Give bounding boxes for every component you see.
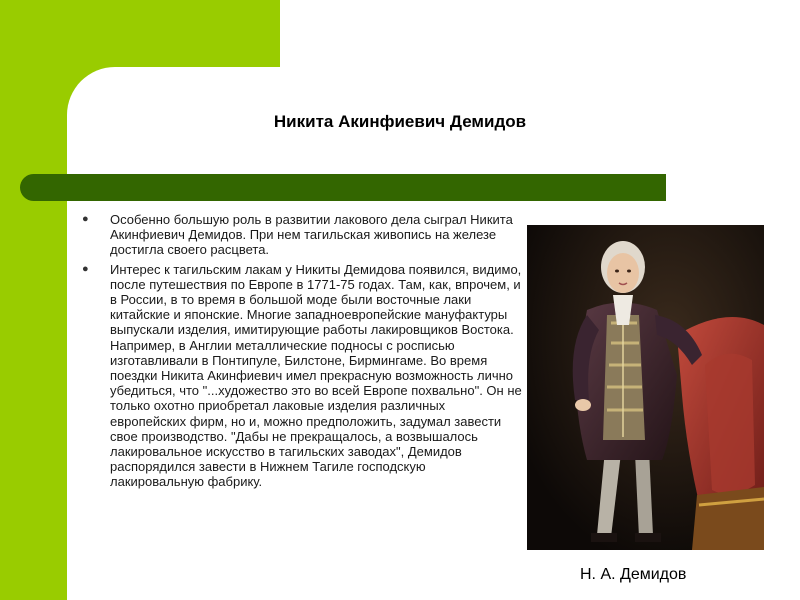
bullet-icon: ● [82, 262, 89, 275]
bullet-text: Особенно большую роль в развитии лакового дела сыграл Никита Акинфиевич Демидов. При нем тагильская живопись на железе достигла своего расцвета. [110, 212, 513, 258]
list-item [82, 212, 522, 258]
slide-body [82, 212, 522, 494]
portrait-image [527, 225, 764, 550]
portrait-illustration [527, 225, 764, 550]
portrait-caption: Н. А. Демидов [580, 566, 687, 583]
decorative-green-strip [0, 0, 67, 600]
slide-title: Никита Акинфиевич Демидов [273, 112, 527, 131]
title-underline-bar [20, 174, 666, 201]
list-item [82, 262, 522, 490]
bullet-icon: ● [82, 213, 89, 225]
bullet-text: Интерес к тагильским лакам у Никиты Демидова появился, видимо, после путешествия по Европе в 1771-75 годах. Там, как, впрочем, и в России, в то время в большой моде были восточные лаки китайские и японские. Многие западноевропейские мануфактуры выпускали изделия, имитирующие работы лакировщиков Востока. Например, в Англии металлические подносы с росписью изготавливали в Понтипуле, Билстоне, Бирмингаме. Во время поездки Никита Акинфиевич имел прекрасную возможность лично убедиться, что "...художество это во всей Европе похвально". Он не только охотно приобретал лаковые изделия различных европейских фирм, но и, можно предположить, задумал завести свое производство. "Дабы не прекращалось, а возвышалось лакировальное искусство в тагильских заводах", Демидов распорядился завести в Нижнем Тагиле господскую лакировальную фабрику. [110, 261, 522, 490]
bullet-list [82, 212, 522, 490]
